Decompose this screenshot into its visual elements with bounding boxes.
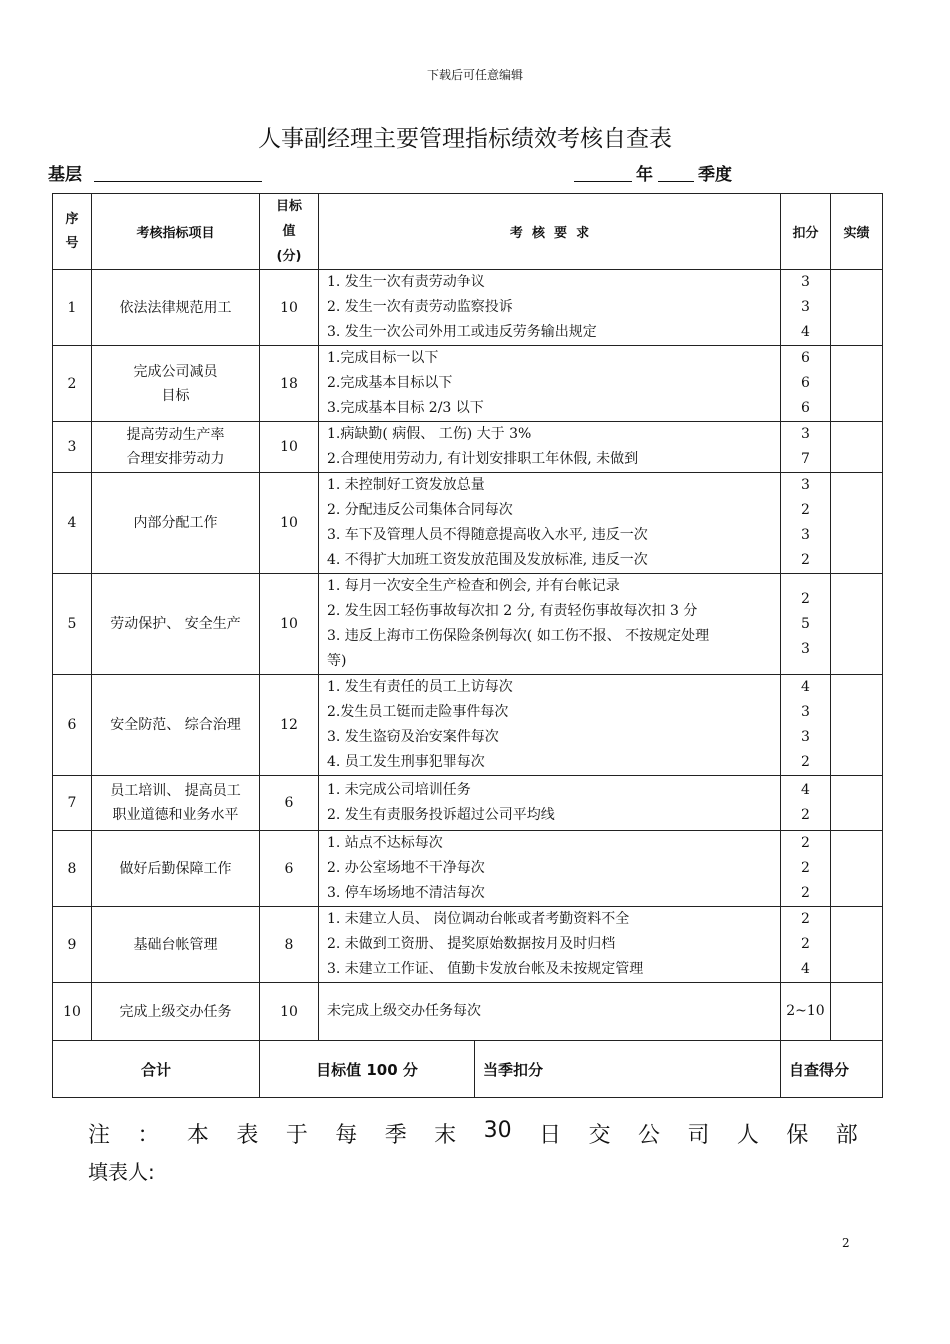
row-item: 依法法律规范用工 bbox=[92, 270, 260, 346]
year-label: 年 bbox=[636, 165, 653, 185]
page-title: 人事副经理主要管理指标绩效考核自查表 bbox=[258, 126, 672, 152]
row-deductions bbox=[781, 270, 831, 346]
note-char: 人 bbox=[736, 1123, 759, 1148]
deduction-value: 3 bbox=[801, 274, 810, 290]
row-target: 6 bbox=[260, 776, 319, 831]
row-no: 6 bbox=[53, 675, 92, 776]
row-deductions bbox=[781, 776, 831, 831]
row-deductions bbox=[781, 675, 831, 776]
note-char: 每 bbox=[335, 1123, 358, 1148]
summary-total: 合计 bbox=[53, 1041, 260, 1098]
row-deductions bbox=[781, 983, 831, 1041]
table-row bbox=[53, 574, 883, 675]
requirement-line: 1. 每月一次安全生产检查和例会, 并有台帐记录 bbox=[327, 578, 620, 594]
deduction-value: 4 bbox=[801, 961, 810, 977]
deduction-value: 2 bbox=[801, 754, 810, 770]
table-row bbox=[53, 473, 883, 574]
note-char: ： bbox=[137, 1123, 160, 1148]
row-requirements bbox=[319, 831, 781, 907]
requirement-line: 3.完成基本目标 2/3 以下 bbox=[327, 400, 484, 416]
deduction-value: 3 bbox=[801, 299, 810, 315]
header-target bbox=[260, 194, 319, 270]
row-result bbox=[831, 831, 883, 907]
row-item: 内部分配工作 bbox=[92, 473, 260, 574]
table-row bbox=[53, 675, 883, 776]
row-requirements bbox=[319, 422, 781, 473]
summary-self-score: 自查得分 bbox=[781, 1041, 883, 1098]
table-row bbox=[53, 422, 883, 473]
deduction-value: 4 bbox=[801, 324, 810, 340]
deduction-value: 6 bbox=[801, 400, 810, 416]
deduction-value: 7 bbox=[801, 451, 810, 467]
deduction-value: 3 bbox=[801, 426, 810, 442]
requirement-line: 2. 分配违反公司集体合同每次 bbox=[327, 502, 513, 518]
row-no: 2 bbox=[53, 346, 92, 422]
row-item: 安全防范、 综合治理 bbox=[92, 675, 260, 776]
row-no: 9 bbox=[53, 907, 92, 983]
table-row bbox=[53, 983, 883, 1041]
requirement-line: 1. 未完成公司培训任务 bbox=[327, 782, 471, 798]
row-deductions bbox=[781, 346, 831, 422]
row-deductions bbox=[781, 422, 831, 473]
row-deductions bbox=[781, 831, 831, 907]
header-no-text: 序 号 bbox=[65, 211, 79, 251]
row-target: 10 bbox=[260, 473, 319, 574]
requirement-line: 4. 不得扩大加班工资发放范围及发放标准, 违反一次 bbox=[327, 552, 648, 568]
requirement-line: 未完成上级交办任务每次 bbox=[327, 1003, 481, 1019]
requirement-line: 2.合理使用劳动力, 有计划安排职工年休假, 未做到 bbox=[327, 451, 639, 467]
header-result: 实绩 bbox=[831, 194, 883, 270]
deduction-value: 4 bbox=[801, 679, 810, 695]
deduction-value: 2 bbox=[801, 936, 810, 952]
row-result bbox=[831, 422, 883, 473]
requirement-line: 3. 停车场场地不清洁每次 bbox=[327, 885, 485, 901]
row-no: 5 bbox=[53, 574, 92, 675]
deduction-value: 2~10 bbox=[786, 1003, 825, 1019]
deduction-value: 3 bbox=[801, 640, 810, 657]
note-char: 表 bbox=[236, 1123, 259, 1148]
row-item: 基础台帐管理 bbox=[92, 907, 260, 983]
deduction-value: 2 bbox=[801, 911, 810, 927]
header-deduction: 扣分 bbox=[781, 194, 831, 270]
deduction-value: 2 bbox=[801, 835, 810, 851]
note-char: 季 bbox=[384, 1123, 407, 1148]
requirement-line: 3. 发生盗窃及治安案件每次 bbox=[327, 729, 499, 745]
summary-quarter-deduction: 当季扣分 bbox=[483, 1060, 544, 1079]
deduction-value: 2 bbox=[801, 590, 810, 607]
row-requirements bbox=[319, 983, 781, 1041]
year-blank bbox=[574, 181, 632, 182]
requirement-line: 3. 车下及管理人员不得随意提高收入水平, 违反一次 bbox=[327, 527, 648, 543]
summary-target: 目标值 100 分 bbox=[260, 1041, 475, 1097]
row-result bbox=[831, 473, 883, 574]
requirement-line: 等) bbox=[327, 653, 347, 669]
note-char: 注 bbox=[88, 1123, 111, 1148]
row-result bbox=[831, 776, 883, 831]
row-result bbox=[831, 675, 883, 776]
requirement-line: 2.完成基本目标以下 bbox=[327, 375, 453, 391]
row-target: 6 bbox=[260, 831, 319, 907]
note-char: 末 bbox=[434, 1123, 457, 1148]
deduction-value: 2 bbox=[801, 860, 810, 876]
deduction-value: 3 bbox=[801, 527, 810, 543]
row-target: 10 bbox=[260, 983, 319, 1041]
row-target: 10 bbox=[260, 574, 319, 675]
footer-note bbox=[88, 1118, 858, 1149]
requirement-line: 2. 发生一次有责劳动监察投诉 bbox=[327, 299, 513, 315]
header-requirement: 考 核 要 求 bbox=[319, 194, 781, 270]
table-row bbox=[53, 346, 883, 422]
requirement-line: 2. 发生因工轻伤事故每次扣 2 分, 有责轻伤事故每次扣 3 分 bbox=[327, 603, 698, 619]
requirement-line: 1. 发生一次有责劳动争议 bbox=[327, 274, 485, 290]
requirement-line: 2. 办公室场地不干净每次 bbox=[327, 860, 485, 876]
row-result bbox=[831, 907, 883, 983]
row-requirements bbox=[319, 346, 781, 422]
row-target: 18 bbox=[260, 346, 319, 422]
row-item: 完成公司减员 目标 bbox=[92, 346, 260, 422]
row-no: 7 bbox=[53, 776, 92, 831]
requirement-line: 1.病缺勤( 病假、 工伤) 大于 3% bbox=[327, 426, 532, 442]
note-char: 于 bbox=[285, 1123, 308, 1148]
row-result bbox=[831, 983, 883, 1041]
row-target: 10 bbox=[260, 422, 319, 473]
requirement-line: 3. 违反上海市工伤保险条例每次( 如工伤不报、 不按规定处理 bbox=[327, 628, 710, 644]
note-char: 日 bbox=[539, 1123, 562, 1148]
note-char: 本 bbox=[186, 1123, 209, 1148]
row-no: 4 bbox=[53, 473, 92, 574]
summary-cells bbox=[260, 1041, 781, 1098]
row-requirements bbox=[319, 473, 781, 574]
note-char: 交 bbox=[588, 1123, 611, 1148]
requirement-line: 1. 未建立人员、 岗位调动台帐或者考勤资料不全 bbox=[327, 911, 630, 927]
subheader-line bbox=[48, 160, 748, 186]
header-no bbox=[53, 194, 92, 270]
row-deductions bbox=[781, 473, 831, 574]
row-target: 8 bbox=[260, 907, 319, 983]
requirement-line: 1. 站点不达标每次 bbox=[327, 835, 443, 851]
requirement-line: 2. 发生有责服务投诉超过公司平均线 bbox=[327, 807, 555, 823]
row-item: 劳动保护、 安全生产 bbox=[92, 574, 260, 675]
header-note: 下载后可任意编辑 bbox=[426, 68, 523, 82]
base-blank bbox=[94, 181, 262, 182]
row-requirements bbox=[319, 675, 781, 776]
deduction-value: 3 bbox=[801, 704, 810, 720]
header-item: 考核指标项目 bbox=[92, 194, 260, 270]
deduction-value: 2 bbox=[801, 502, 810, 518]
table-row bbox=[53, 776, 883, 831]
row-target: 12 bbox=[260, 675, 319, 776]
deduction-value: 4 bbox=[801, 782, 810, 798]
row-target: 10 bbox=[260, 270, 319, 346]
quarter-label: 季度 bbox=[698, 165, 732, 185]
row-requirements bbox=[319, 907, 781, 983]
requirement-line: 1. 未控制好工资发放总量 bbox=[327, 477, 485, 493]
row-item: 员工培训、 提高员工 职业道德和业务水平 bbox=[92, 776, 260, 831]
deduction-value: 6 bbox=[801, 375, 810, 391]
base-label: 基层 bbox=[48, 165, 82, 185]
row-requirements bbox=[319, 270, 781, 346]
requirement-line: 1.完成目标一以下 bbox=[327, 350, 439, 366]
table-body bbox=[53, 270, 883, 1041]
deduction-value: 3 bbox=[801, 477, 810, 493]
deduction-value: 3 bbox=[801, 729, 810, 745]
requirement-line: 2.发生员工铤而走险事件每次 bbox=[327, 704, 509, 720]
requirement-line: 1. 发生有责任的员工上访每次 bbox=[327, 679, 513, 695]
requirement-line: 3. 发生一次公司外用工或违反劳务输出规定 bbox=[327, 324, 597, 340]
deduction-value: 2 bbox=[801, 552, 810, 568]
row-deductions bbox=[781, 574, 831, 675]
row-no: 1 bbox=[53, 270, 92, 346]
note-char: 30 bbox=[483, 1118, 512, 1143]
row-item: 提高劳动生产率 合理安排劳动力 bbox=[92, 422, 260, 473]
row-requirements bbox=[319, 574, 781, 675]
row-no: 10 bbox=[53, 983, 92, 1041]
table-row bbox=[53, 270, 883, 346]
row-deductions bbox=[781, 907, 831, 983]
table-row bbox=[53, 907, 883, 983]
row-item: 做好后勤保障工作 bbox=[92, 831, 260, 907]
requirement-line: 3. 未建立工作证、 值勤卡发放台帐及未按规定管理 bbox=[327, 961, 644, 977]
note-char: 部 bbox=[835, 1123, 858, 1148]
quarter-blank bbox=[658, 181, 694, 182]
deduction-value: 6 bbox=[801, 350, 810, 366]
deduction-value: 2 bbox=[801, 807, 810, 823]
row-item: 完成上级交办任务 bbox=[92, 983, 260, 1041]
row-result bbox=[831, 346, 883, 422]
note-char: 司 bbox=[687, 1123, 710, 1148]
deduction-value: 2 bbox=[801, 885, 810, 901]
row-result bbox=[831, 270, 883, 346]
filler-label: 填表人: bbox=[88, 1160, 155, 1184]
note-char: 保 bbox=[786, 1123, 809, 1148]
requirement-line: 4. 员工发生刑事犯罪每次 bbox=[327, 754, 485, 770]
row-no: 8 bbox=[53, 831, 92, 907]
row-result bbox=[831, 574, 883, 675]
table-row bbox=[53, 831, 883, 907]
note-char: 公 bbox=[637, 1123, 660, 1148]
header-target-text: 目标 值 (分) bbox=[275, 199, 302, 264]
requirement-line: 2. 未做到工资册、 提奖原始数据按月及时归档 bbox=[327, 936, 616, 952]
deduction-value: 5 bbox=[801, 615, 810, 632]
page-number: 2 bbox=[842, 1236, 850, 1250]
summary-row bbox=[53, 1041, 883, 1098]
assessment-table bbox=[52, 193, 883, 1098]
row-requirements bbox=[319, 776, 781, 831]
row-no: 3 bbox=[53, 422, 92, 473]
